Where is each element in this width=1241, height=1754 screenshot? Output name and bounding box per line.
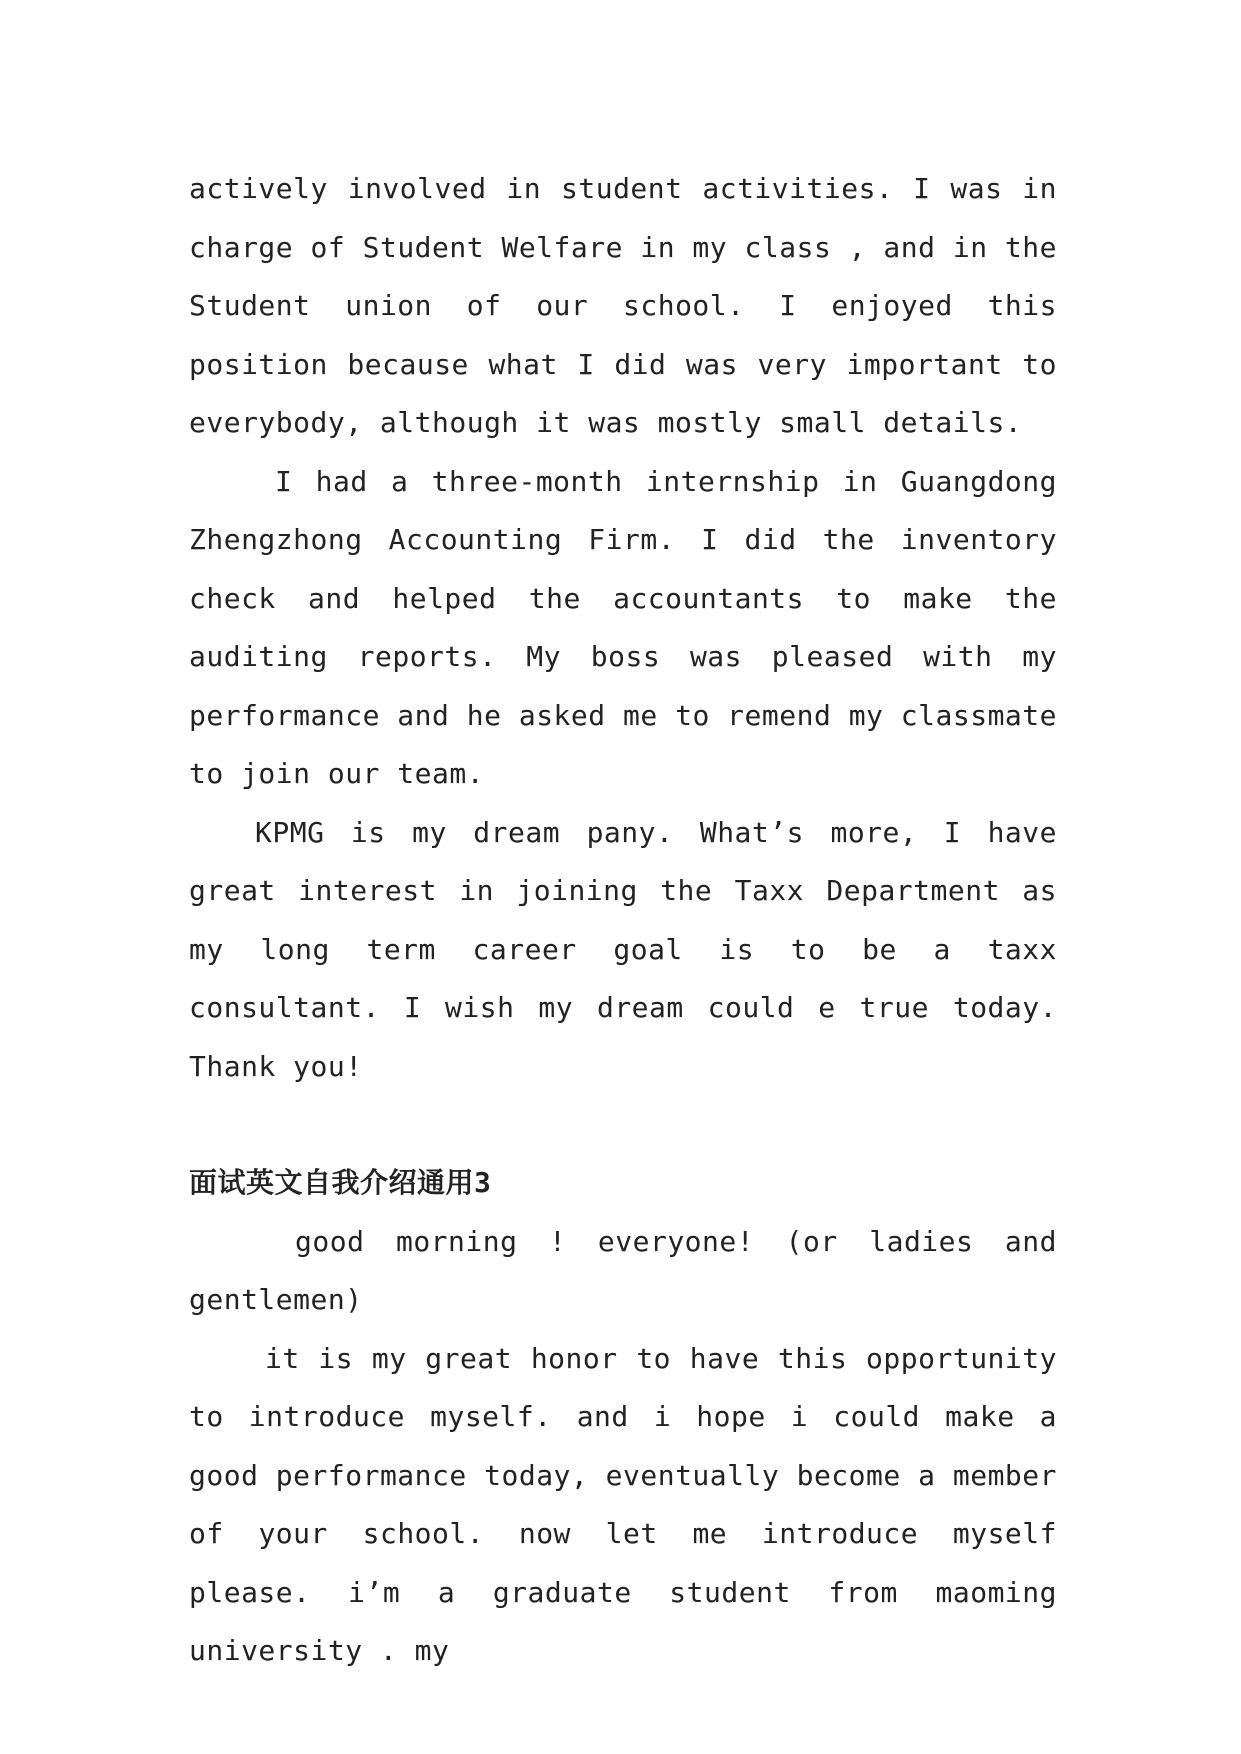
section-heading: 面试英文自我介绍通用3 bbox=[189, 1166, 492, 1199]
document-body bbox=[189, 160, 1057, 1681]
paragraph-kpmg-goal: KPMG is my dream pany. What’s more, I have great interest in joining the Taxx Department as my long term career goal is to be a taxx consultant. I wish my dream could e true today. Thank you! bbox=[189, 815, 1057, 1083]
paragraph-student-activities: actively involved in student activities. I was in charge of Student Welfare in my class , and in the Student union of our school. I enjoyed this position because what I did was very important to everybody, although it was mostly small details. bbox=[189, 172, 1057, 439]
section-spacer bbox=[189, 1096, 1057, 1154]
paragraph-internship: I had a three-month internship in Guangdong Zhengzhong Accounting Firm. I did the inventory check and helped the accountants to make the auditing reports. My boss was pleased with my performance and he asked me to remend my classmate to join our team. bbox=[189, 464, 1057, 790]
paragraph-greeting: good morning ! everyone! (or ladies and gentlemen) bbox=[189, 1224, 1057, 1316]
paragraph-introduction: it is my great honor to have this opportunity to introduce myself. and i hope i could make a good performance today, eventually become a member of your school. now let me introduce myself please. i’m a graduate student from maoming university . my bbox=[189, 1341, 1057, 1667]
